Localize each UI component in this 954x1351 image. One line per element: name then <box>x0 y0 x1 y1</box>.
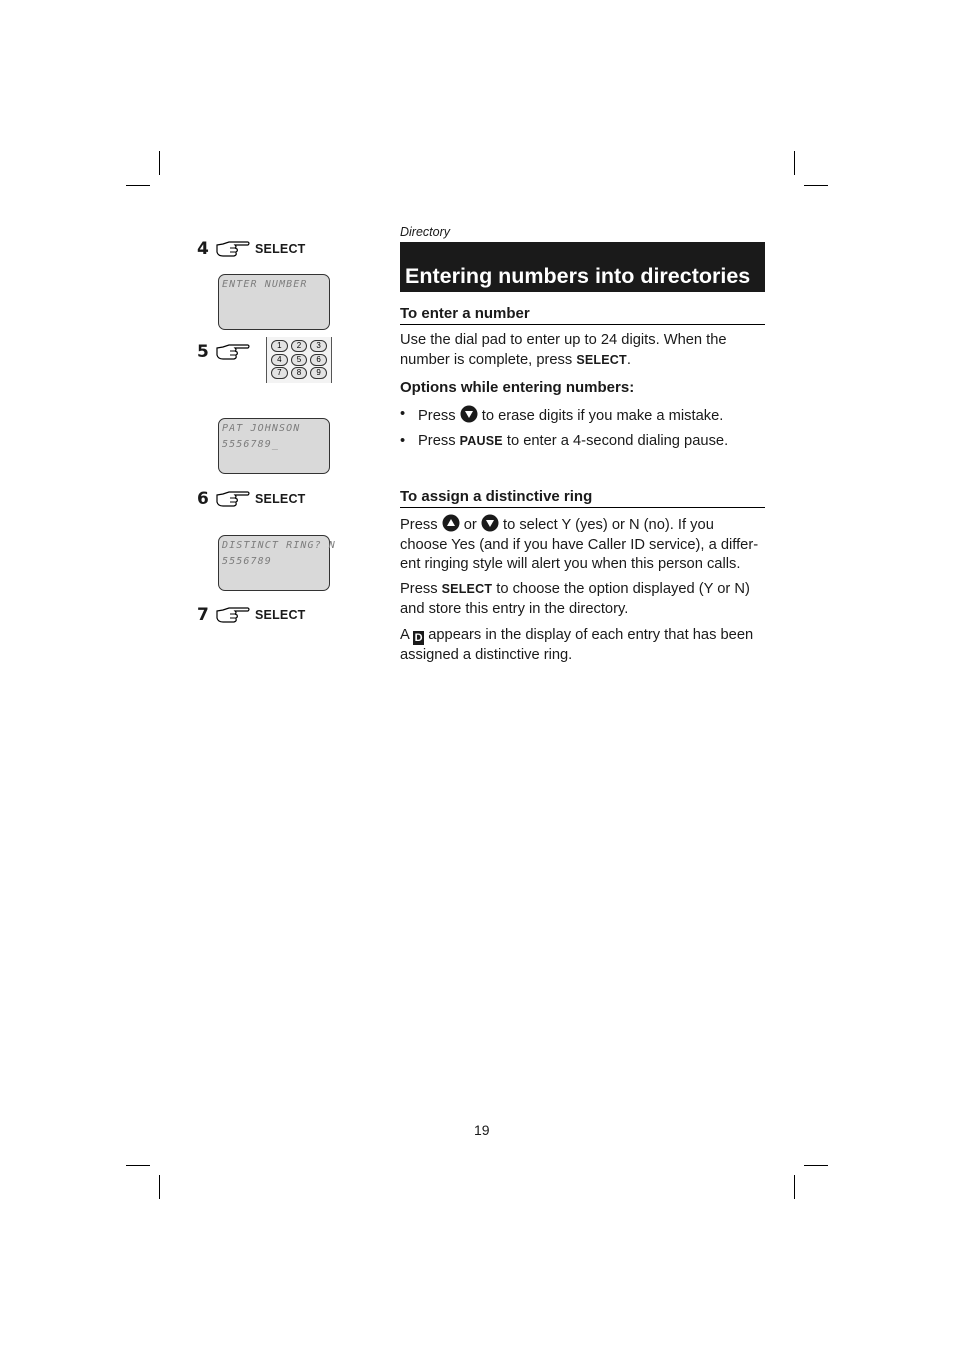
paragraph-text: or <box>463 517 477 533</box>
dial-pad <box>266 337 332 383</box>
bullet-text: Press <box>418 408 456 424</box>
paragraph-text: to choose the option displayed (Y or N) and store this entry in the directory. <box>400 581 750 617</box>
bullet-dot: • <box>400 406 406 422</box>
lcd-display-distinct-ring <box>218 535 336 591</box>
dial-key-3[interactable]: 3 <box>310 340 327 352</box>
lcd-display-enter-number <box>218 274 330 330</box>
down-arrow-icon <box>460 405 478 423</box>
step-5 <box>197 341 251 363</box>
lcd-line-1: PAT JOHNSON <box>222 423 301 434</box>
bullet-text: to enter a 4-second dialing pause. <box>506 433 729 449</box>
dial-key-6[interactable]: 6 <box>310 354 327 366</box>
enter-number-paragraph <box>400 331 765 370</box>
dial-key-7[interactable]: 7 <box>271 367 288 379</box>
pointing-hand-icon <box>215 605 251 625</box>
step-number: 4 <box>197 239 209 259</box>
dial-key-8[interactable]: 8 <box>291 367 308 379</box>
lcd-line-2: 5556789_ <box>222 439 279 450</box>
page-number: 19 <box>474 1122 490 1138</box>
dial-key-2[interactable]: 2 <box>291 340 308 352</box>
paragraph-text: Press <box>400 581 438 597</box>
step-7 <box>197 604 306 626</box>
select-key-label: SELECT <box>255 492 306 506</box>
distinctive-ring-d-icon: D <box>414 632 423 644</box>
distinctive-paragraph-1 <box>400 514 765 575</box>
enter-number-text: Use the dial pad to enter up to 24 digits. When the number is complete, press <box>400 332 727 368</box>
step-4 <box>197 238 306 260</box>
step-6 <box>197 488 306 510</box>
select-key-label: SELECT <box>255 242 306 256</box>
crop-mark <box>804 1165 828 1166</box>
subheading-enter-number: To enter a number <box>400 304 765 325</box>
paragraph-text: Press <box>400 517 438 533</box>
page-title: Entering numbers into directories <box>405 264 751 288</box>
distinctive-paragraph-2 <box>400 580 765 619</box>
paragraph-text: appears in the display of each entry that has been assigned a distinctive ring. <box>400 627 754 663</box>
punctuation: . <box>626 351 631 368</box>
bullet-text: to erase digits if you make a mistake. <box>481 408 724 424</box>
lcd-display-name-entry <box>218 418 330 474</box>
crop-mark <box>159 151 160 175</box>
dial-key-4[interactable]: 4 <box>271 354 288 366</box>
crop-mark <box>159 1175 160 1199</box>
crop-mark <box>804 185 828 186</box>
options-heading: Options while entering numbers: <box>400 379 635 396</box>
select-key-label: SELECT <box>441 582 493 596</box>
lcd-line-2: 5556789 <box>222 556 272 567</box>
down-arrow-icon <box>481 514 499 532</box>
select-key-label: SELECT <box>255 608 306 622</box>
bullet-dot: • <box>400 433 406 449</box>
dial-key-1[interactable]: 1 <box>271 340 288 352</box>
pause-key-label: PAUSE <box>459 434 503 448</box>
pointing-hand-icon <box>215 489 251 509</box>
step-number: 7 <box>197 605 209 625</box>
step-number: 6 <box>197 489 209 509</box>
select-key-label: SELECT <box>576 352 627 367</box>
section-label: Directory <box>400 225 451 239</box>
dial-key-5[interactable]: 5 <box>291 354 308 366</box>
lcd-line-1: DISTINCT RING? N <box>222 540 336 551</box>
distinctive-paragraph-3 <box>400 626 765 665</box>
bullet-text: Press <box>418 433 456 449</box>
title-bar <box>400 242 765 292</box>
crop-mark <box>794 151 795 175</box>
pointing-hand-icon <box>215 239 251 259</box>
dial-key-9[interactable]: 9 <box>310 367 327 379</box>
crop-mark <box>126 1165 150 1166</box>
crop-mark <box>794 1175 795 1199</box>
lcd-line-1: ENTER NUMBER <box>222 279 308 290</box>
step-number: 5 <box>197 342 209 362</box>
crop-mark <box>126 185 150 186</box>
up-arrow-icon <box>442 514 460 532</box>
paragraph-text: A <box>400 627 409 643</box>
pointing-hand-icon <box>215 342 251 362</box>
paragraph-text: to select Y (yes) or N (no). If you choose Yes (and if you have Caller ID service), a differ- ent ringing style will alert you when this person calls. <box>400 517 759 572</box>
subheading-distinctive-ring: To assign a distinctive ring <box>400 487 765 508</box>
